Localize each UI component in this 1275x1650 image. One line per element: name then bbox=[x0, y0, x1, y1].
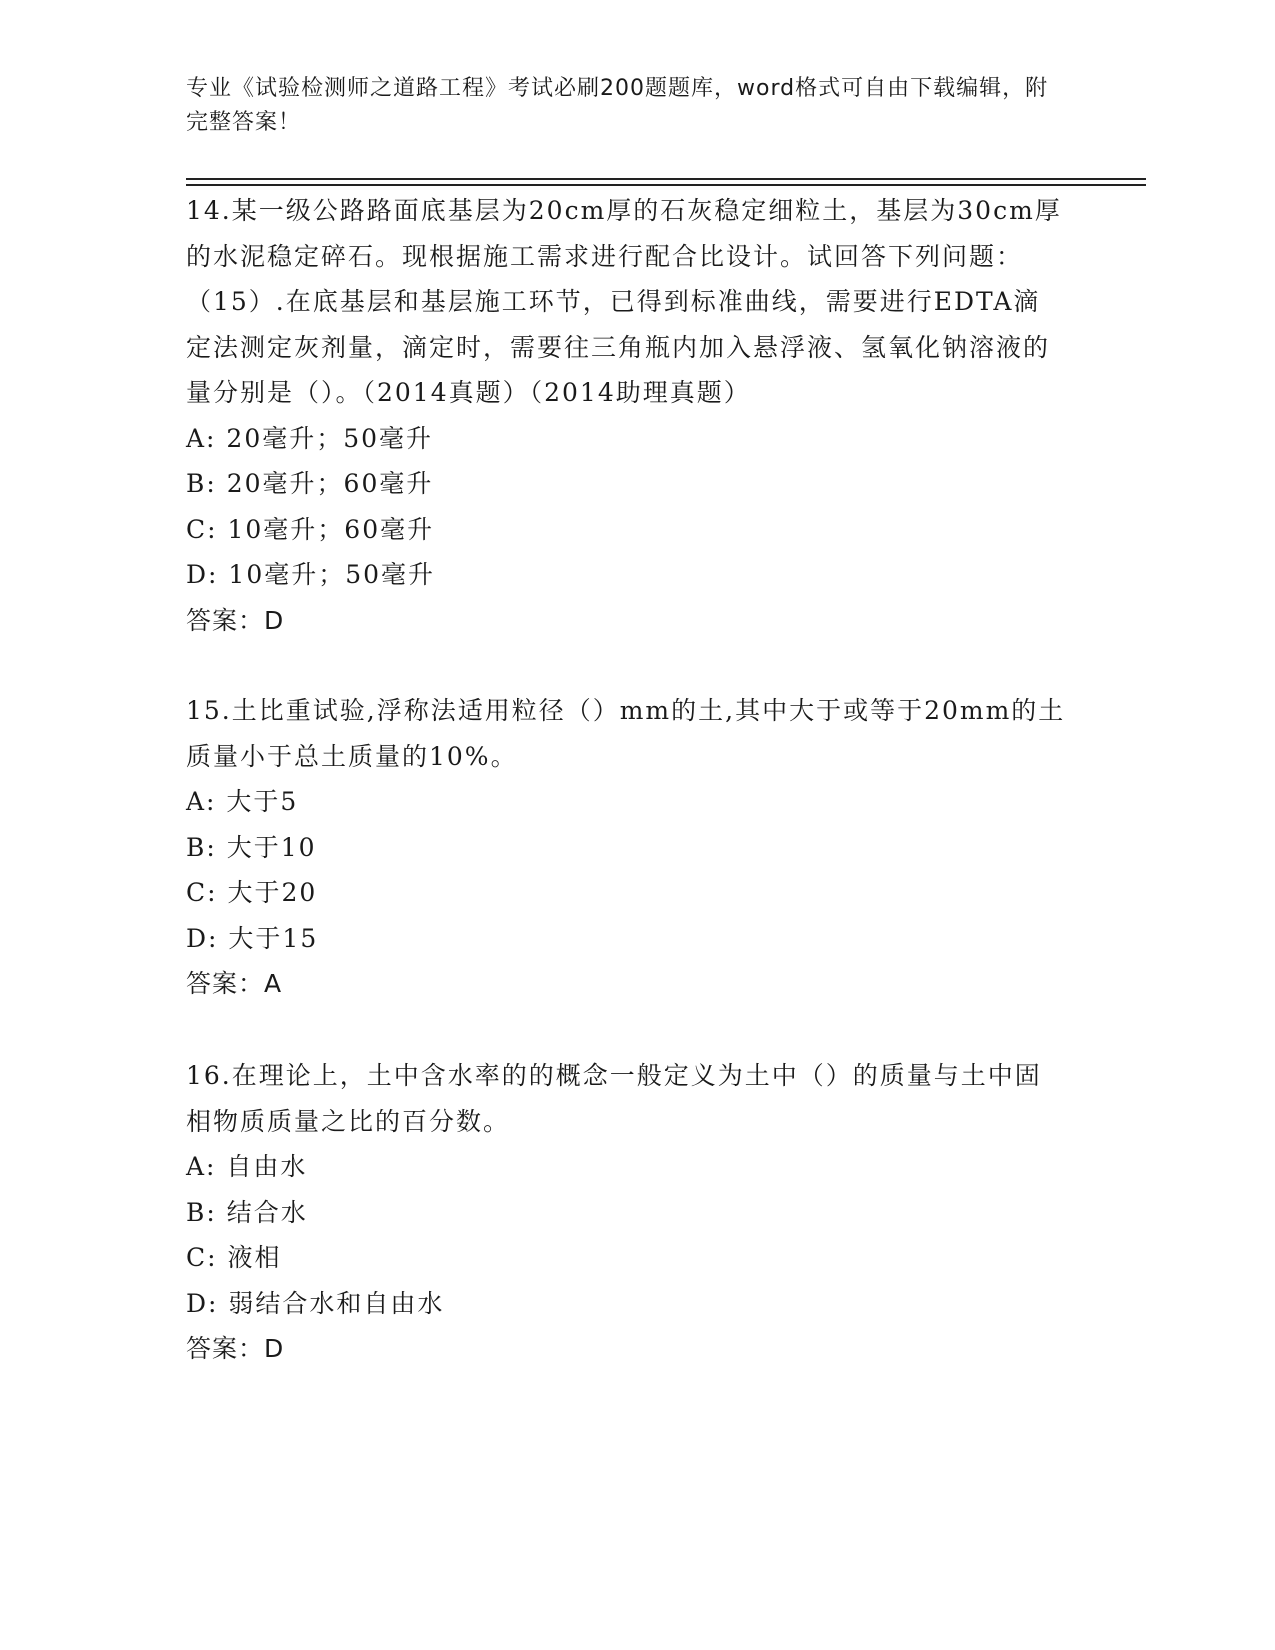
question-text: 16.在理论上，土中含水率的的概念一般定义为土中（）的质量与土中固相物质质量之比的百分数。 bbox=[186, 1061, 1042, 1136]
question-text: 14.某一级公路路面底基层为20cm厚的石灰稳定细粒土，基层为30cm厚的水泥稳定碎石。现根据施工需求进行配合比设计。试回答下列问题：（15）.在底基层和基层施工环节，已得到标准曲线，需要进行EDTA滴定法测定灰剂量，滴定时，需要往三角瓶内加入悬浮液、氢氧化钠溶液的量分别是（）。（2014真题）（2014助理真题） bbox=[186, 196, 1062, 407]
option-c: C: 液相 bbox=[186, 1243, 282, 1272]
question-16 bbox=[186, 1053, 1066, 1372]
question-15 bbox=[186, 688, 1066, 1007]
question-text: 15.土比重试验,浮称法适用粒径（）mm的土,其中大于或等于20mm的土质量小于总土质量的10%。 bbox=[186, 696, 1066, 771]
document-header: 专业《试验检测师之道路工程》考试必刷200题题库，word格式可自由下载编辑，附完整答案！ bbox=[186, 76, 1049, 135]
option-d: D: 10毫升；50毫升 bbox=[186, 560, 436, 589]
header-rule-bottom bbox=[186, 184, 1146, 186]
header-rule-top bbox=[186, 178, 1146, 180]
answer: 答案：D bbox=[186, 605, 285, 635]
option-b: B: 20毫升；60毫升 bbox=[186, 469, 434, 498]
option-c: C: 大于20 bbox=[186, 878, 318, 907]
option-d: D: 弱结合水和自由水 bbox=[186, 1288, 445, 1318]
option-a: A: 大于5 bbox=[186, 787, 299, 816]
option-b: B: 结合水 bbox=[186, 1197, 308, 1227]
option-a: A: 自由水 bbox=[186, 1152, 308, 1181]
answer: 答案：A bbox=[186, 969, 283, 998]
answer: 答案：D bbox=[186, 1334, 285, 1363]
option-d: D: 大于15 bbox=[186, 923, 319, 953]
option-b: B: 大于10 bbox=[186, 832, 317, 862]
option-c: C: 10毫升；60毫升 bbox=[186, 514, 435, 544]
question-14 bbox=[186, 188, 1066, 643]
option-a: A: 20毫升；50毫升 bbox=[186, 423, 434, 453]
